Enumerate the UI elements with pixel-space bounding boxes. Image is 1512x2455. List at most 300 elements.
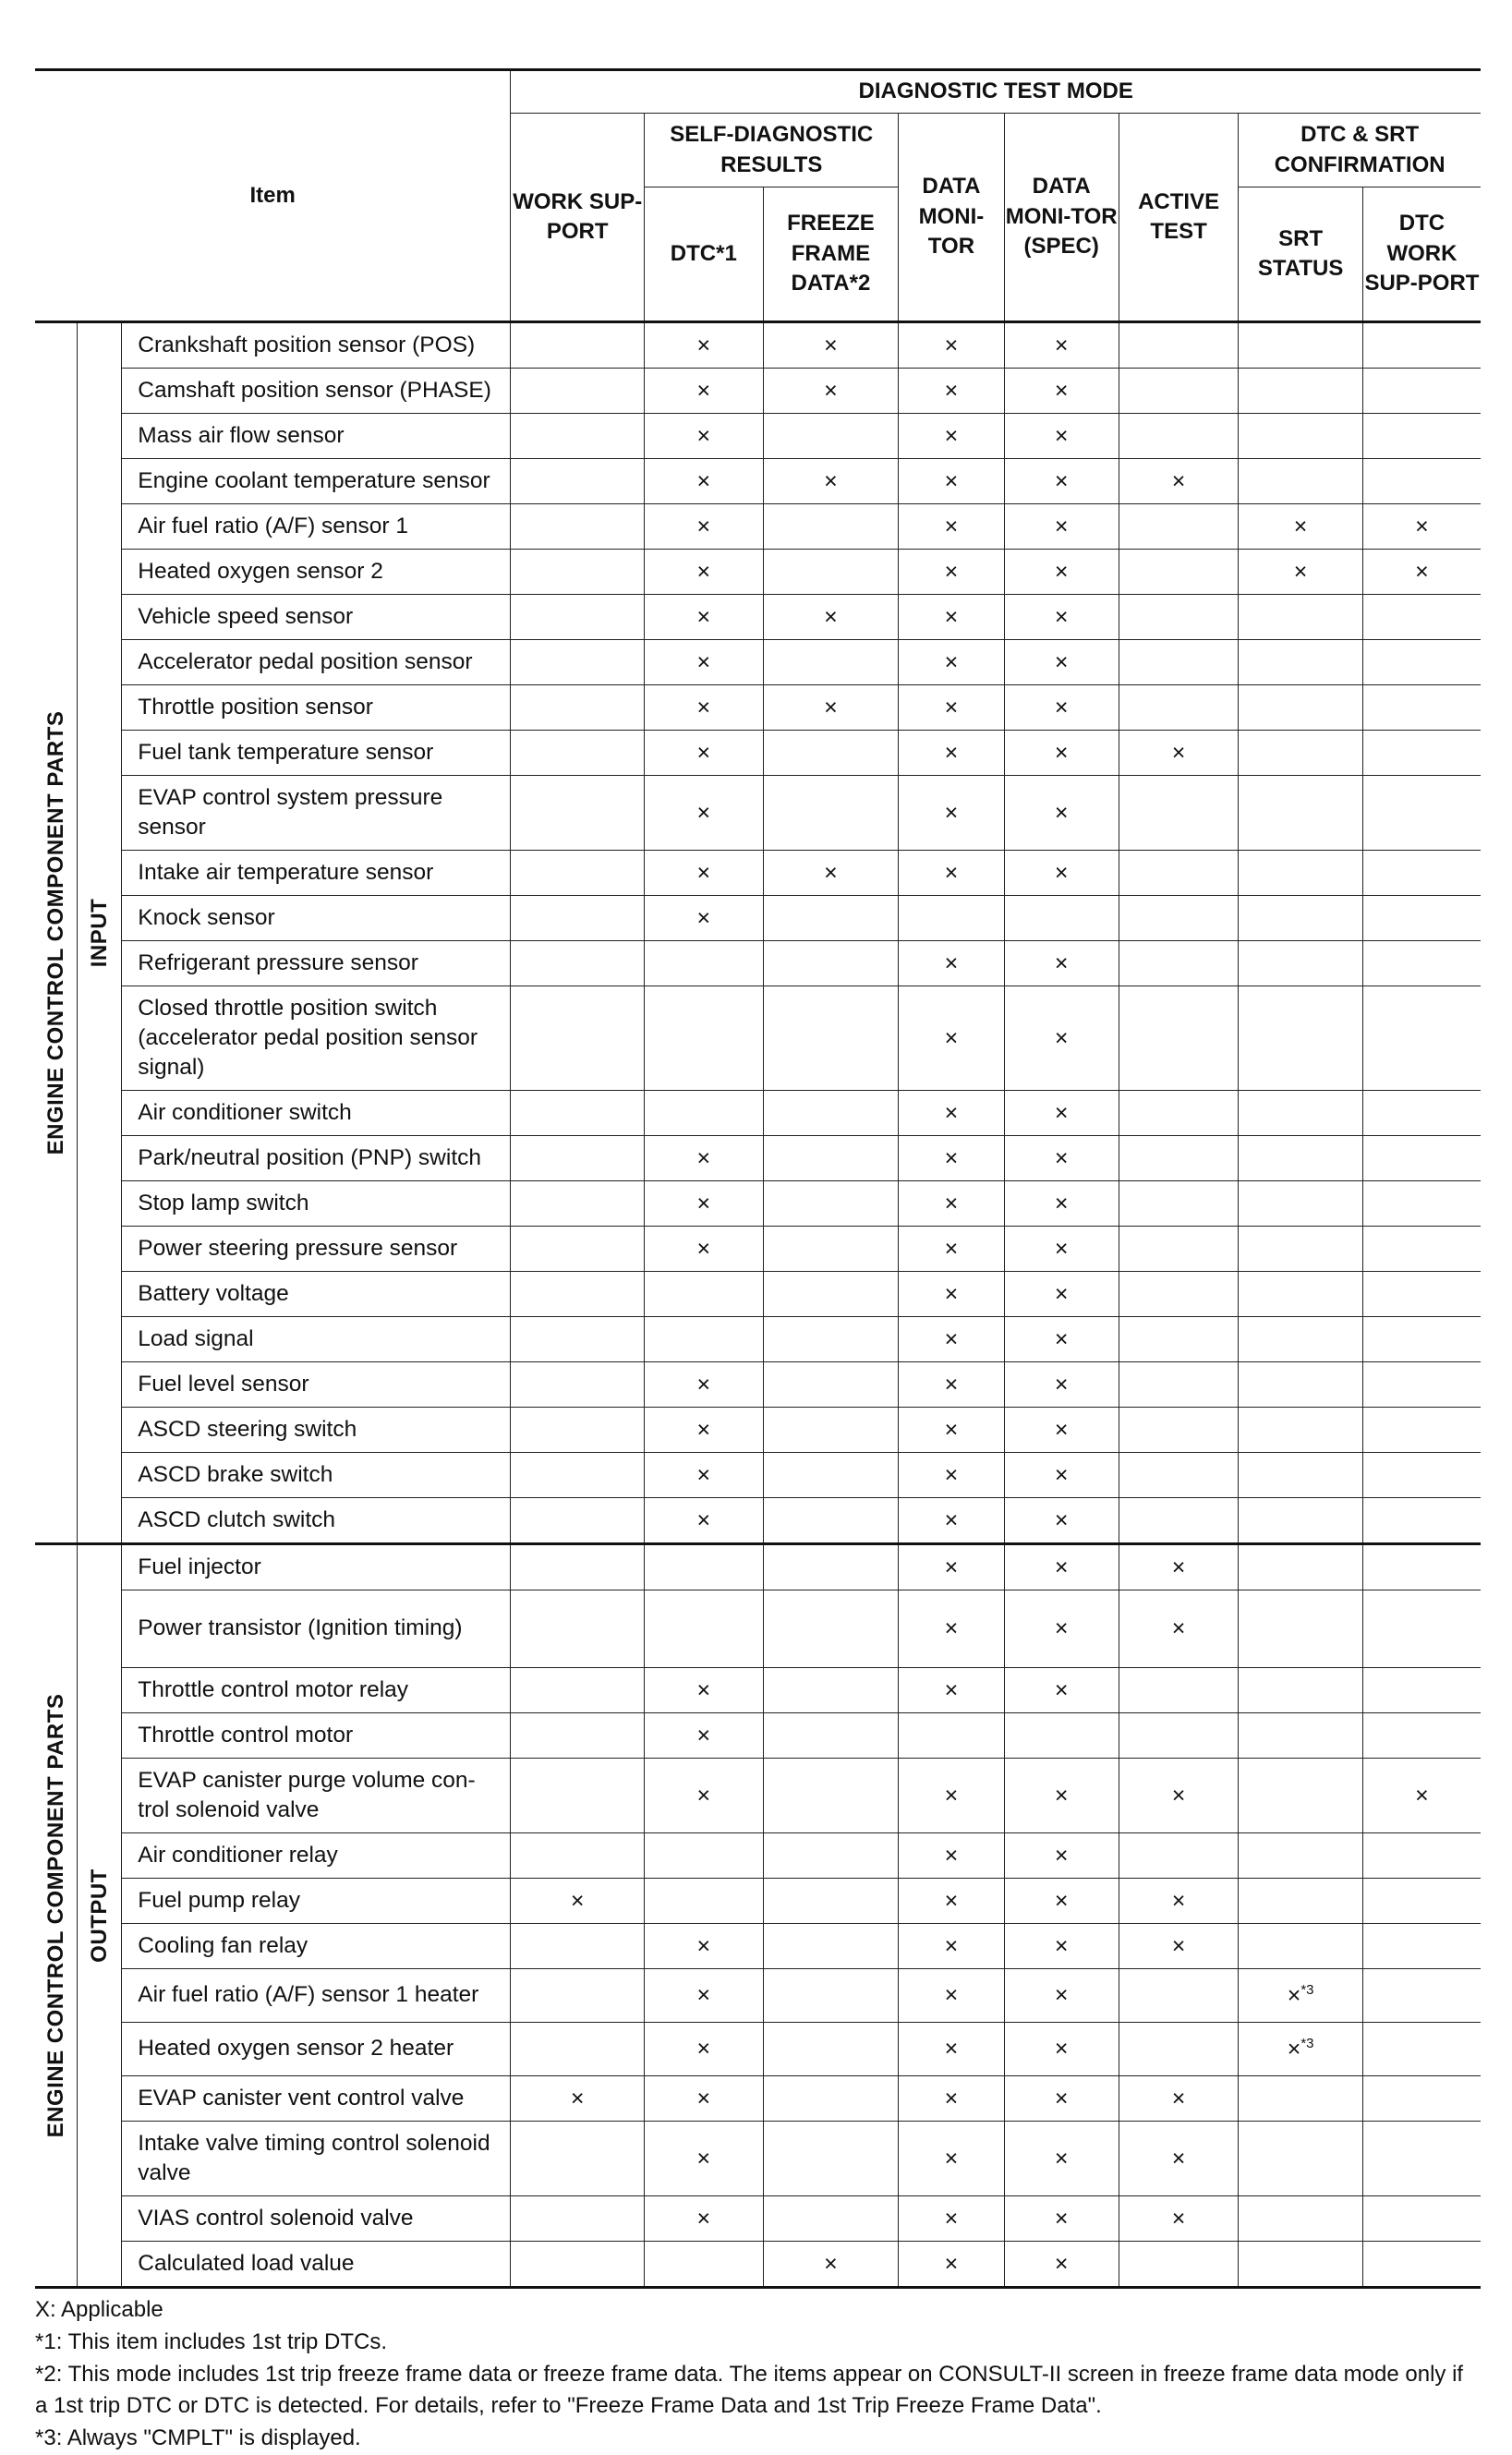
- work-support-cell: [511, 1590, 645, 1668]
- item-name: Power steering pressure sensor: [122, 1227, 511, 1272]
- applicable-mark: ×: [1054, 648, 1069, 675]
- applicable-mark: ×: [944, 1782, 959, 1808]
- freeze-frame-data-cell: [763, 986, 899, 1091]
- input_rows-group-label-cell: [35, 322, 78, 1544]
- dtc-work-support-cell: [1362, 1713, 1481, 1759]
- freeze-frame-data-cell: [763, 1362, 899, 1408]
- applicable-mark: ×: [1293, 558, 1308, 585]
- applicable-mark: ×: [944, 1461, 959, 1488]
- table-row: [35, 369, 1481, 414]
- table-row: [35, 941, 1481, 986]
- data-monitor-cell: [899, 1091, 1004, 1136]
- active-test-cell: [1119, 1668, 1238, 1713]
- data-monitor-spec-cell: [1004, 1544, 1119, 1590]
- work-support-cell: [511, 1453, 645, 1498]
- dtc-work-support-cell: [1362, 2023, 1481, 2076]
- item-name: ASCD brake switch: [122, 1453, 511, 1498]
- applicable-mark: ×: [696, 739, 711, 766]
- work-support-cell: [511, 2242, 645, 2288]
- dtc-work-support-cell: [1362, 2196, 1481, 2242]
- srt-status-cell: [1239, 1498, 1363, 1544]
- dtc-work-support-cell: [1362, 1091, 1481, 1136]
- footnotes: [35, 2294, 1481, 2455]
- work-support-cell: [511, 1833, 645, 1879]
- dtc-work-support-cell: [1362, 1759, 1481, 1833]
- table-row: [35, 1091, 1481, 1136]
- header-data-monitor: DATA MONI-TOR: [899, 114, 1004, 322]
- applicable-mark: ×: [696, 1371, 711, 1397]
- applicable-mark: ×: [824, 332, 838, 358]
- active-test-cell: [1119, 1879, 1238, 1924]
- dtc-cell: [645, 986, 763, 1091]
- applicable-mark: ×: [944, 558, 959, 585]
- applicable-mark: ×: [944, 2145, 959, 2171]
- freeze-frame-data-cell: [763, 941, 899, 986]
- data-monitor-spec-cell: [1004, 595, 1119, 640]
- applicable-mark: ×: [824, 377, 838, 404]
- table-row: [35, 1759, 1481, 1833]
- data-monitor-spec-cell: [1004, 1408, 1119, 1453]
- applicable-mark: ×: [1293, 513, 1308, 539]
- data-monitor-cell: [899, 1668, 1004, 1713]
- item-name: Throttle position sensor: [122, 685, 511, 731]
- table-row: [35, 1713, 1481, 1759]
- active-test-cell: [1119, 1272, 1238, 1317]
- applicable-mark: ×: [696, 603, 711, 630]
- srt-status-cell: [1239, 504, 1363, 550]
- active-test-cell: [1119, 731, 1238, 776]
- freeze-frame-data-cell: [763, 2076, 899, 2122]
- header-active-test: ACTIVE TEST: [1119, 114, 1238, 322]
- applicable-mark: ×: [1054, 1371, 1069, 1397]
- dtc-work-support-cell: [1362, 685, 1481, 731]
- dtc-work-support-cell: [1362, 595, 1481, 640]
- active-test-cell: [1119, 1453, 1238, 1498]
- dtc-cell: [645, 1453, 763, 1498]
- applicable-mark: ×: [824, 2250, 838, 2277]
- data-monitor-spec-cell: [1004, 1924, 1119, 1969]
- dtc-cell: [645, 1408, 763, 1453]
- dtc-work-support-cell: [1362, 1668, 1481, 1713]
- data-monitor-spec-cell: [1004, 1879, 1119, 1924]
- applicable-mark: ×: [944, 1325, 959, 1352]
- applicable-mark: ×: [944, 467, 959, 494]
- data-monitor-cell: [899, 1272, 1004, 1317]
- item-name: Knock sensor: [122, 896, 511, 941]
- item-name: Load signal: [122, 1317, 511, 1362]
- active-test-cell: [1119, 2076, 1238, 2122]
- applicable-mark: ×: [1054, 1782, 1069, 1808]
- active-test-cell: [1119, 322, 1238, 369]
- work-support-cell: [511, 2196, 645, 2242]
- header-work-support: WORK SUP-PORT: [511, 114, 645, 322]
- active-test-cell: [1119, 550, 1238, 595]
- active-test-cell: [1119, 1924, 1238, 1969]
- dtc-cell: [645, 1498, 763, 1544]
- table-row: [35, 1272, 1481, 1317]
- work-support-cell: [511, 731, 645, 776]
- freeze-frame-data-cell: [763, 595, 899, 640]
- dtc-cell: [645, 595, 763, 640]
- data-monitor-cell: [899, 1833, 1004, 1879]
- header-dtc-work-support: DTC WORK SUP-PORT: [1362, 187, 1481, 322]
- note-1: *1: This item includes 1st trip DTCs.: [35, 2328, 388, 2354]
- srt-status-cell: [1239, 1590, 1363, 1668]
- freeze-frame-data-cell: [763, 414, 899, 459]
- dtc-work-support-cell: [1362, 731, 1481, 776]
- item-name: Cooling fan relay: [122, 1924, 511, 1969]
- table-row: [35, 1879, 1481, 1924]
- dtc-work-support-cell: [1362, 322, 1481, 369]
- applicable-mark: ×: [944, 1144, 959, 1171]
- srt-status-cell: [1239, 685, 1363, 731]
- applicable-mark: ×: [696, 799, 711, 826]
- dtc-work-support-cell: [1362, 986, 1481, 1091]
- item-name: Throttle control motor relay: [122, 1668, 511, 1713]
- dtc-cell: [645, 851, 763, 896]
- dtc-cell: [645, 1091, 763, 1136]
- dtc-cell: [645, 1833, 763, 1879]
- table-row: [35, 1544, 1481, 1590]
- work-support-cell: [511, 1181, 645, 1227]
- item-name: Camshaft position sensor (PHASE): [122, 369, 511, 414]
- data-monitor-cell: [899, 896, 1004, 941]
- header-item: Item: [35, 70, 511, 322]
- dtc-cell: [645, 1362, 763, 1408]
- item-name: EVAP canister purge volume con-trol solenoid valve: [122, 1759, 511, 1833]
- applicable-mark: ×: [696, 859, 711, 886]
- freeze-frame-data-cell: [763, 322, 899, 369]
- dtc-cell: [645, 2196, 763, 2242]
- freeze-frame-data-cell: [763, 1091, 899, 1136]
- table-row: [35, 731, 1481, 776]
- item-name: Battery voltage: [122, 1272, 511, 1317]
- data-monitor-cell: [899, 1590, 1004, 1668]
- freeze-frame-data-cell: [763, 1453, 899, 1498]
- dtc-cell: [645, 1181, 763, 1227]
- dtc-work-support-cell: [1362, 941, 1481, 986]
- dtc-work-support-cell: [1362, 1453, 1481, 1498]
- item-name: Closed throttle position switch (accelerator pedal position sensor signal): [122, 986, 511, 1091]
- applicable-mark: ×: [944, 1235, 959, 1262]
- data-monitor-cell: [899, 1181, 1004, 1227]
- applicable-mark: ×: [1171, 739, 1186, 766]
- freeze-frame-data-cell: [763, 1668, 899, 1713]
- srt-status-cell: [1239, 1362, 1363, 1408]
- applicable-mark: ×: [1171, 1554, 1186, 1580]
- applicable-mark: ×: [1415, 1782, 1429, 1808]
- table-row: [35, 1969, 1481, 2023]
- dtc-work-support-cell: [1362, 640, 1481, 685]
- table-row: [35, 550, 1481, 595]
- active-test-cell: [1119, 1969, 1238, 2023]
- data-monitor-spec-cell: [1004, 1136, 1119, 1181]
- active-test-cell: [1119, 640, 1238, 685]
- dtc-work-support-cell: [1362, 1272, 1481, 1317]
- work-support-cell: [511, 851, 645, 896]
- freeze-frame-data-cell: [763, 459, 899, 504]
- applicable-mark: ×: [944, 1416, 959, 1443]
- data-monitor-spec-cell: [1004, 1668, 1119, 1713]
- table-row: [35, 1408, 1481, 1453]
- applicable-mark: ×: [944, 694, 959, 720]
- srt-status-cell: [1239, 2242, 1363, 2288]
- data-monitor-cell: [899, 2122, 1004, 2196]
- work-support-cell: [511, 1091, 645, 1136]
- work-support-cell: [511, 986, 645, 1091]
- data-monitor-spec-cell: [1004, 550, 1119, 595]
- dtc-cell: [645, 1272, 763, 1317]
- srt-status-cell: [1239, 1181, 1363, 1227]
- applicable-mark: ×: [696, 1190, 711, 1216]
- table-body: [35, 322, 1481, 2288]
- active-test-cell: [1119, 1713, 1238, 1759]
- dtc-work-support-cell: [1362, 1408, 1481, 1453]
- applicable-mark: ×: [1054, 1325, 1069, 1352]
- applicable-mark: ×: [944, 1190, 959, 1216]
- item-name: Crankshaft position sensor (POS): [122, 322, 511, 369]
- dtc-cell: [645, 369, 763, 414]
- applicable-mark: ×: [1054, 1842, 1069, 1868]
- dtc-cell: [645, 1969, 763, 2023]
- work-support-cell: [511, 550, 645, 595]
- freeze-frame-data-cell: [763, 1713, 899, 1759]
- item-name: Heated oxygen sensor 2 heater: [122, 2023, 511, 2076]
- dtc-cell: [645, 1924, 763, 1969]
- data-monitor-spec-cell: [1004, 369, 1119, 414]
- applicable-mark: ×: [944, 1099, 959, 1126]
- applicable-mark: ×: [570, 2085, 585, 2111]
- freeze-frame-data-cell: [763, 1498, 899, 1544]
- dtc-cell: [645, 550, 763, 595]
- item-name: Fuel level sensor: [122, 1362, 511, 1408]
- dtc-cell: [645, 896, 763, 941]
- freeze-frame-data-cell: [763, 1544, 899, 1590]
- srt-status-cell: [1239, 776, 1363, 851]
- table-row: [35, 2076, 1481, 2122]
- applicable-mark: ×: [1054, 1280, 1069, 1307]
- applicable-mark: ×: [1171, 1932, 1186, 1959]
- freeze-frame-data-cell: [763, 1879, 899, 1924]
- work-support-cell: [511, 1136, 645, 1181]
- table-row: [35, 459, 1481, 504]
- applicable-mark: ×: [1287, 2036, 1301, 2062]
- work-support-cell: [511, 322, 645, 369]
- dtc-cell: [645, 1668, 763, 1713]
- applicable-mark: ×: [824, 603, 838, 630]
- srt-status-cell: [1239, 1453, 1363, 1498]
- applicable-mark: ×: [1171, 1615, 1186, 1641]
- work-support-cell: [511, 1544, 645, 1590]
- table-row: [35, 414, 1481, 459]
- work-support-cell: [511, 504, 645, 550]
- applicable-mark: ×: [944, 422, 959, 449]
- applicable-mark: ×: [1171, 467, 1186, 494]
- table-row: [35, 1227, 1481, 1272]
- data-monitor-spec-cell: [1004, 640, 1119, 685]
- applicable-mark: ×: [570, 1887, 585, 1914]
- srt-status-cell: [1239, 941, 1363, 986]
- active-test-cell: [1119, 851, 1238, 896]
- work-support-cell: [511, 1498, 645, 1544]
- freeze-frame-data-cell: [763, 1181, 899, 1227]
- applicable-mark: ×: [944, 377, 959, 404]
- work-support-cell: [511, 941, 645, 986]
- data-monitor-cell: [899, 1713, 1004, 1759]
- footnote-ref: *3: [1300, 2035, 1314, 2051]
- srt-status-cell: [1239, 2076, 1363, 2122]
- applicable-mark: ×: [696, 2145, 711, 2171]
- applicable-mark: ×: [696, 467, 711, 494]
- dtc-work-support-cell: [1362, 1227, 1481, 1272]
- srt-status-cell: [1239, 1136, 1363, 1181]
- active-test-cell: [1119, 1317, 1238, 1362]
- applicable-mark: ×: [1054, 513, 1069, 539]
- work-support-cell: [511, 2122, 645, 2196]
- applicable-mark: ×: [1054, 1676, 1069, 1703]
- item-name: Intake valve timing control solenoid valve: [122, 2122, 511, 2196]
- applicable-mark: ×: [1171, 2145, 1186, 2171]
- active-test-cell: [1119, 1544, 1238, 1590]
- data-monitor-cell: [899, 1544, 1004, 1590]
- dtc-work-support-cell: [1362, 1924, 1481, 1969]
- freeze-frame-data-cell: [763, 550, 899, 595]
- active-test-cell: [1119, 896, 1238, 941]
- dtc-work-support-cell: [1362, 2122, 1481, 2196]
- data-monitor-cell: [899, 1498, 1004, 1544]
- note-2: *2: This mode includes 1st trip freeze frame data or freeze frame data. The items appear on CONSULT-II screen in freeze frame data mode only if a 1st trip DTC or DTC is detected. For details, refer to "Freeze Frame Data and 1st Trip Freeze Frame Data".: [35, 2361, 1464, 2419]
- applicable-mark: ×: [696, 1982, 711, 2008]
- srt-status-cell: [1239, 1544, 1363, 1590]
- item-name: EVAP canister vent control valve: [122, 2076, 511, 2122]
- srt-status-cell: [1239, 851, 1363, 896]
- active-test-cell: [1119, 1091, 1238, 1136]
- applicable-mark: ×: [944, 739, 959, 766]
- data-monitor-spec-cell: [1004, 986, 1119, 1091]
- applicable-mark: ×: [696, 904, 711, 931]
- active-test-cell: [1119, 1833, 1238, 1879]
- data-monitor-spec-cell: [1004, 851, 1119, 896]
- applicable-mark: ×: [1171, 1887, 1186, 1914]
- footnote-ref: *3: [1300, 1981, 1314, 1998]
- applicable-mark: ×: [1054, 603, 1069, 630]
- note-3: *3: Always "CMPLT" is displayed.: [35, 2425, 361, 2451]
- srt-status-cell: [1239, 2023, 1363, 2076]
- work-support-cell: [511, 1969, 645, 2023]
- applicable-mark: ×: [696, 694, 711, 720]
- active-test-cell: [1119, 2023, 1238, 2076]
- applicable-mark: ×: [1054, 422, 1069, 449]
- item-name: Heated oxygen sensor 2: [122, 550, 511, 595]
- work-support-cell: [511, 640, 645, 685]
- work-support-cell: [511, 1759, 645, 1833]
- data-monitor-cell: [899, 369, 1004, 414]
- item-name: Accelerator pedal position sensor: [122, 640, 511, 685]
- header-dtc-srt-confirmation: DTC & SRT CONFIRMATION: [1239, 114, 1481, 187]
- work-support-cell: [511, 1668, 645, 1713]
- freeze-frame-data-cell: [763, 1227, 899, 1272]
- applicable-mark: ×: [944, 1887, 959, 1914]
- table-row: [35, 896, 1481, 941]
- item-name: Stop lamp switch: [122, 1181, 511, 1227]
- dtc-work-support-cell: [1362, 1833, 1481, 1879]
- dtc-cell: [645, 941, 763, 986]
- dtc-cell: [645, 1317, 763, 1362]
- freeze-frame-data-cell: [763, 2196, 899, 2242]
- freeze-frame-data-cell: [763, 1136, 899, 1181]
- applicable-mark: ×: [1054, 2085, 1069, 2111]
- dtc-work-support-cell: [1362, 504, 1481, 550]
- data-monitor-cell: [899, 986, 1004, 1091]
- active-test-cell: [1119, 369, 1238, 414]
- applicable-mark: ×: [1054, 332, 1069, 358]
- data-monitor-cell: [899, 941, 1004, 986]
- data-monitor-spec-cell: [1004, 504, 1119, 550]
- applicable-mark: ×: [1054, 1615, 1069, 1641]
- freeze-frame-data-cell: [763, 1317, 899, 1362]
- srt-status-cell: [1239, 595, 1363, 640]
- header-self-diagnostic-results: SELF-DIAGNOSTIC RESULTS: [645, 114, 899, 187]
- srt-status-cell: [1239, 2196, 1363, 2242]
- table-row: [35, 1453, 1481, 1498]
- applicable-mark: ×: [696, 558, 711, 585]
- data-monitor-spec-cell: [1004, 896, 1119, 941]
- freeze-frame-data-cell: [763, 1833, 899, 1879]
- applicable-mark: ×: [1054, 1416, 1069, 1443]
- data-monitor-spec-cell: [1004, 1317, 1119, 1362]
- srt-status-cell: [1239, 1713, 1363, 1759]
- data-monitor-spec-cell: [1004, 2076, 1119, 2122]
- applicable-mark: ×: [944, 799, 959, 826]
- applicable-mark: ×: [944, 1932, 959, 1959]
- data-monitor-spec-cell: [1004, 1362, 1119, 1408]
- item-name: Air fuel ratio (A/F) sensor 1 heater: [122, 1969, 511, 2023]
- dtc-cell: [645, 2242, 763, 2288]
- active-test-cell: [1119, 1498, 1238, 1544]
- srt-status-cell: [1239, 322, 1363, 369]
- applicable-mark: ×: [696, 1932, 711, 1959]
- applicable-mark: ×: [1054, 2205, 1069, 2231]
- applicable-mark: ×: [696, 648, 711, 675]
- freeze-frame-data-cell: [763, 369, 899, 414]
- srt-status-cell: [1239, 896, 1363, 941]
- freeze-frame-data-cell: [763, 1969, 899, 2023]
- data-monitor-spec-cell: [1004, 1590, 1119, 1668]
- data-monitor-spec-cell: [1004, 459, 1119, 504]
- srt-status-cell: [1239, 369, 1363, 414]
- applicable-mark: ×: [824, 694, 838, 720]
- applicable-mark: ×: [1054, 1461, 1069, 1488]
- applicable-mark: ×: [696, 1676, 711, 1703]
- srt-status-cell: [1239, 414, 1363, 459]
- active-test-cell: [1119, 1362, 1238, 1408]
- applicable-mark: ×: [944, 2205, 959, 2231]
- table-row: [35, 986, 1481, 1091]
- dtc-work-support-cell: [1362, 550, 1481, 595]
- active-test-cell: [1119, 941, 1238, 986]
- data-monitor-cell: [899, 851, 1004, 896]
- applicable-mark: ×: [1171, 2205, 1186, 2231]
- applicable-mark: ×: [944, 1506, 959, 1533]
- srt-status-cell: [1239, 1317, 1363, 1362]
- applicable-mark: ×: [1054, 949, 1069, 976]
- applicable-mark: ×: [1054, 467, 1069, 494]
- data-monitor-cell: [899, 322, 1004, 369]
- dtc-cell: [645, 1590, 763, 1668]
- table-row: [35, 1362, 1481, 1408]
- input_rows-subgroup-label: INPUT: [86, 898, 112, 968]
- table-row: [35, 640, 1481, 685]
